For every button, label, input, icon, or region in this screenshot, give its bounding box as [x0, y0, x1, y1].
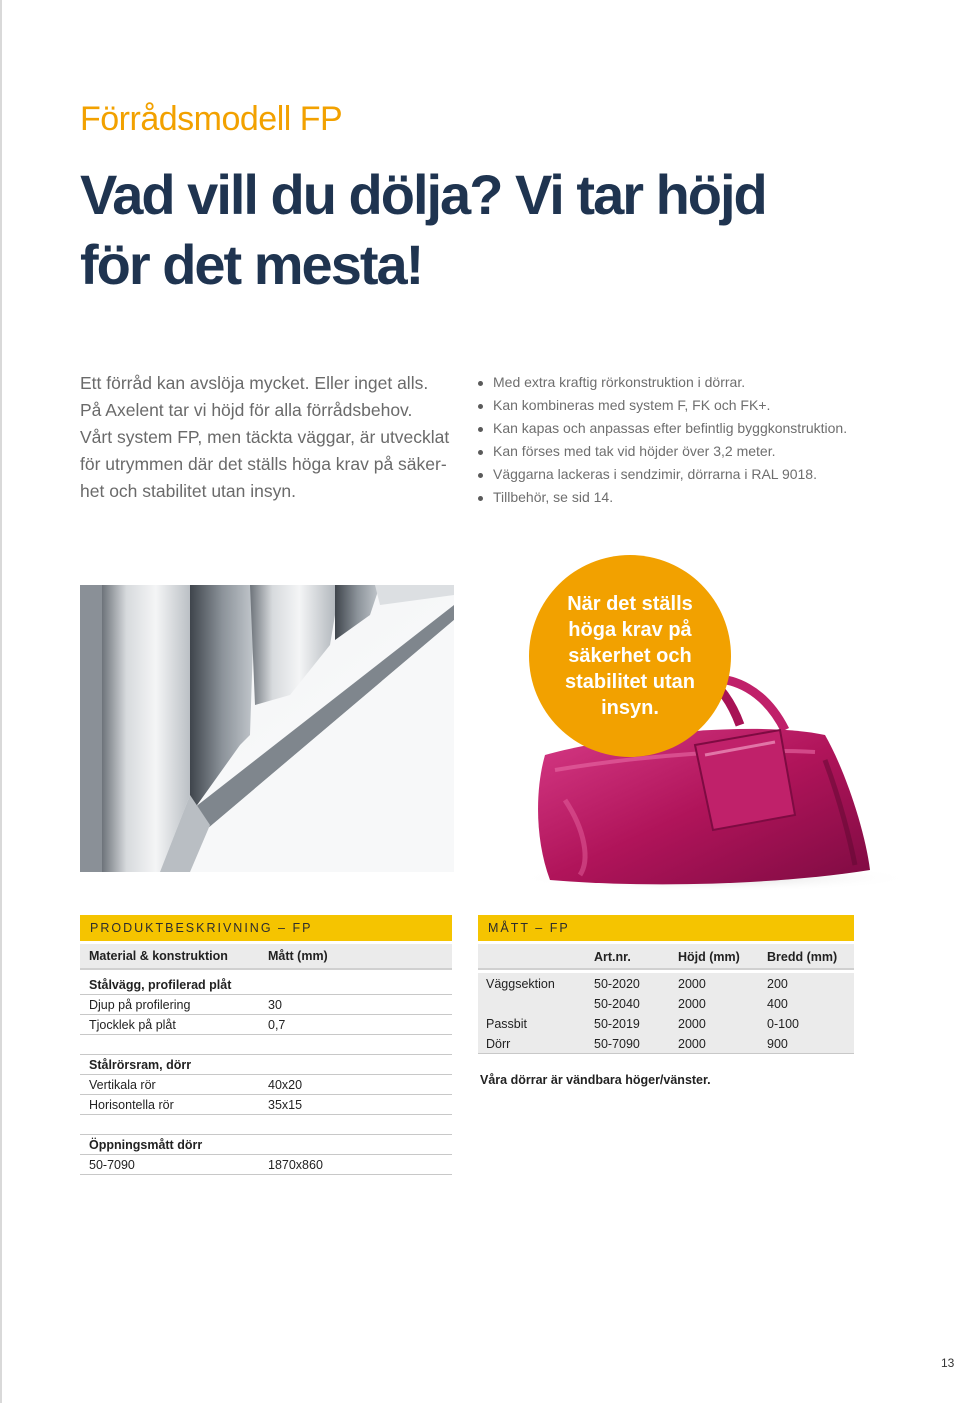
group-heading: Öppningsmått dörr	[89, 1138, 203, 1152]
badge-line: stabilitet utan	[564, 671, 695, 693]
steel-profile-image	[80, 585, 454, 872]
row-label: Djup på profilering	[89, 998, 191, 1012]
badge-line: När det ställs	[567, 593, 693, 615]
row-value: 30	[268, 998, 282, 1012]
page-headline	[80, 160, 900, 300]
produkt-col-matt: Mått (mm)	[268, 949, 328, 963]
row-label: Tjocklek på plåt	[89, 1018, 176, 1032]
table-row-empty	[80, 1114, 452, 1135]
cell-bredd: 400	[767, 997, 788, 1011]
feature-item: Med extra kraftig rörkonstruktion i dörrar.	[478, 371, 847, 394]
produkt-table	[80, 944, 452, 1184]
table-row-empty	[80, 1034, 452, 1055]
matt-table	[478, 944, 854, 1056]
cell-hojd: 2000	[678, 977, 706, 991]
produkt-title: PRODUKTBESKRIVNING – FP	[90, 921, 313, 935]
matt-title-bar	[478, 915, 854, 941]
cell-hojd: 2000	[678, 997, 706, 1011]
row-value: 35x15	[268, 1098, 303, 1112]
cell-name: Passbit	[486, 1017, 527, 1031]
feature-list	[478, 371, 847, 509]
matt-col-hojd: Höjd (mm)	[678, 950, 740, 964]
feature-item: Tillbehör, se sid 14.	[478, 486, 847, 509]
cell-name: Väggsektion	[486, 977, 555, 991]
matt-title: MÅTT – FP	[488, 921, 570, 935]
matt-col-artnr: Art.nr.	[594, 950, 631, 964]
page-edge-line	[0, 0, 2, 1403]
cell-hojd: 2000	[678, 1017, 706, 1031]
matt-header-row	[478, 944, 854, 970]
row-label: Vertikala rör	[89, 1078, 156, 1092]
cell-hojd: 2000	[678, 1037, 706, 1051]
intro-line: Ett förråd kan avslöja mycket. Eller inget alls.	[80, 373, 429, 393]
produkt-header-row	[80, 944, 452, 970]
intro-line: för utrymmen där det ställs höga krav på säker-	[80, 454, 447, 474]
intro-line: På Axelent tar vi höjd för alla förrådsbehov.	[80, 400, 413, 420]
page-number: 13	[941, 1356, 955, 1370]
produkt-col-material: Material & konstruktion	[89, 949, 228, 963]
intro-line: Vårt system FP, men täckta väggar, är utvecklat	[80, 427, 450, 447]
cell-artnr: 50-2019	[594, 1017, 640, 1031]
badge-line: säkerhet och	[568, 645, 692, 667]
table-row	[80, 1074, 452, 1095]
intro-paragraph	[80, 370, 460, 505]
kicker-title: Förrådsmodell FP	[80, 100, 343, 138]
table-row	[80, 1134, 452, 1155]
cell-bredd: 900	[767, 1037, 788, 1051]
table-row	[478, 973, 854, 994]
headline-line-2: för det mesta!	[80, 233, 423, 296]
table-row	[80, 974, 452, 995]
steel-profile-photo	[80, 585, 454, 872]
row-value: 40x20	[268, 1078, 303, 1092]
table-row	[80, 1054, 452, 1075]
feature-item: Kan kombineras med system F, FK och FK+.	[478, 394, 847, 417]
feature-item: Kan förses med tak vid höjder över 3,2 meter.	[478, 440, 847, 463]
badge-text	[565, 591, 695, 721]
row-value: 1870x860	[268, 1158, 323, 1172]
table-row	[478, 1033, 854, 1054]
badge-line: höga krav på	[568, 619, 692, 641]
row-value: 0,7	[268, 1018, 286, 1032]
cell-artnr: 50-7090	[594, 1037, 640, 1051]
table-row	[80, 1014, 452, 1035]
matt-col-bredd: Bredd (mm)	[767, 950, 838, 964]
headline-line-1: Vad vill du dölja? Vi tar höjd	[80, 163, 766, 226]
badge-line: insyn.	[601, 697, 659, 719]
produkt-title-bar	[80, 915, 452, 941]
cell-name: Dörr	[486, 1037, 511, 1051]
cell-artnr: 50-2040	[594, 997, 640, 1011]
row-label: Horisontella rör	[89, 1098, 174, 1112]
intro-line: het och stabilitet utan insyn.	[80, 481, 296, 501]
cell-bredd: 200	[767, 977, 788, 991]
group-heading: Stålvägg, profilerad plåt	[89, 978, 232, 992]
cell-bredd: 0-100	[767, 1017, 799, 1031]
table-row	[478, 993, 854, 1014]
cell-artnr: 50-2020	[594, 977, 640, 991]
table-row	[80, 1154, 452, 1175]
feature-item: Väggarna lackeras i sendzimir, dörrarna i RAL 9018.	[478, 463, 847, 486]
feature-item: Kan kapas och anpassas efter befintlig byggkonstruktion.	[478, 417, 847, 440]
highlight-badge	[529, 555, 731, 757]
table-row	[80, 994, 452, 1015]
row-label: 50-7090	[89, 1158, 135, 1172]
door-note: Våra dörrar är vändbara höger/vänster.	[480, 1073, 711, 1087]
table-row	[80, 1094, 452, 1115]
table-row	[478, 1013, 854, 1034]
group-heading: Stålrörsram, dörr	[89, 1058, 192, 1072]
